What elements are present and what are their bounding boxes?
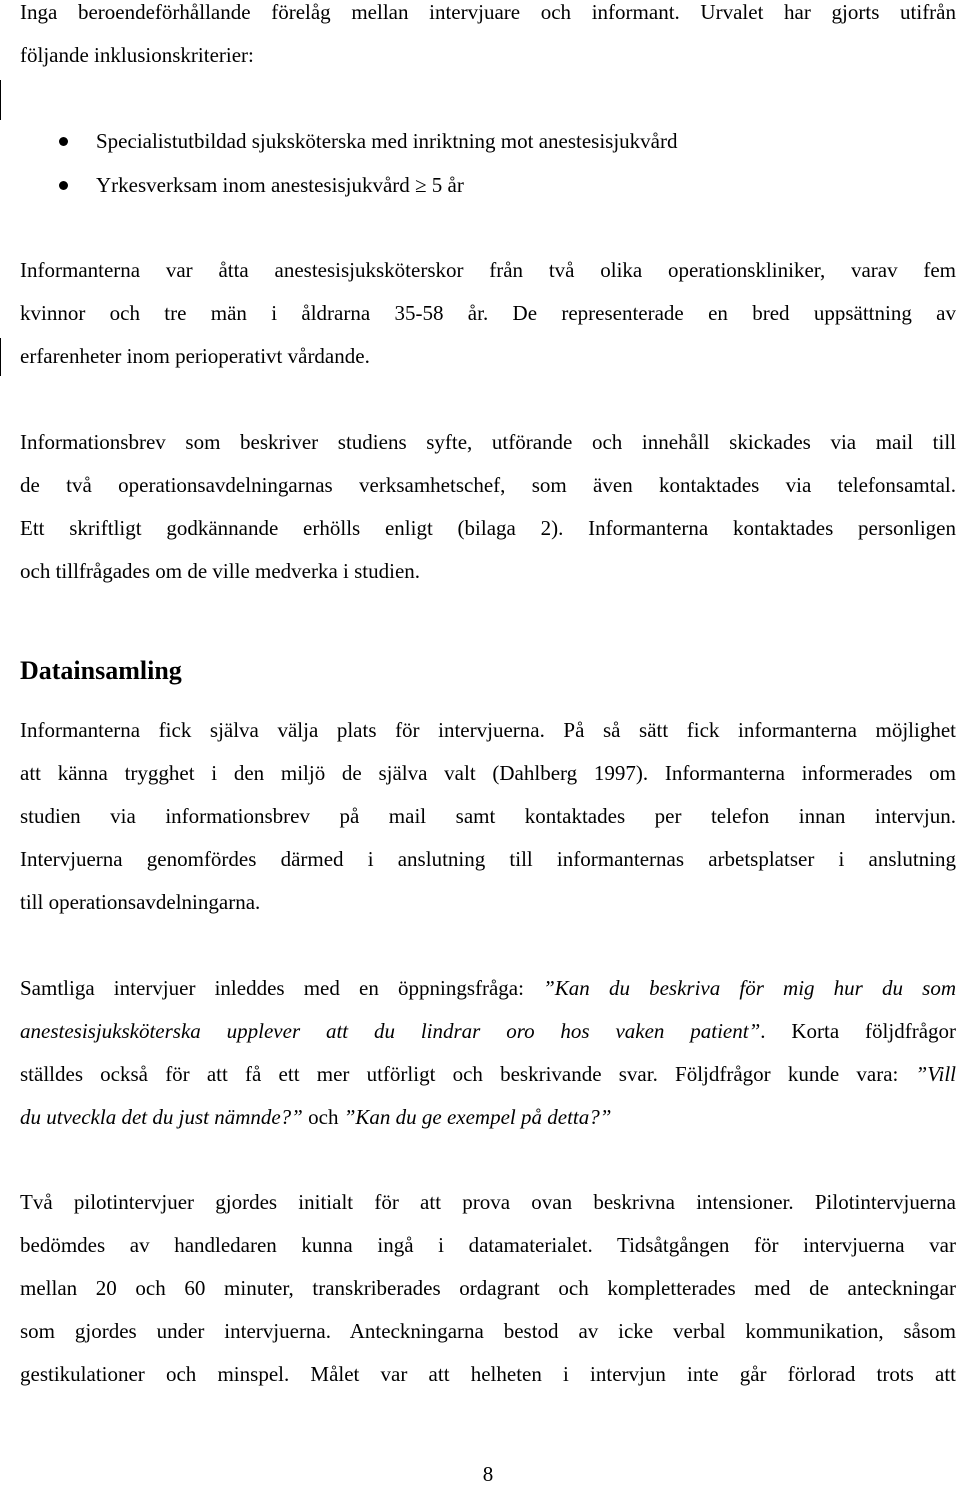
italic-question-text: ”Kan du ge exempel på detta?” [343,1105,612,1129]
paragraph-line: kvinnor och tre män i åldrarna 35-58 år. De representerade en bred uppsättning av [20,301,956,325]
paragraph-line: bedömdes av handledaren kunna ingå i datamaterialet. Tidsåtgången för intervjuerna var [20,1233,956,1257]
italic-question-text: du utveckla det du just nämnde?” [20,1105,303,1129]
italic-question-text: ”Kan du beskriva för mig hur du som [543,976,956,1000]
page-number: 8 [482,1462,494,1486]
bullet-text: Specialistutbildad sjuksköterska med inriktning mot anestesisjukvård [96,129,678,153]
bullet-icon [59,137,68,146]
text-span: ställdes också för att få ett mer utförligt och beskrivande svar. Följdfrågor kunde vara: [20,1062,916,1086]
paragraph-line: Informationsbrev som beskriver studiens syfte, utförande och innehåll skickades via mail till [20,430,956,454]
paragraph-line: Ett skriftligt godkännande erhölls enligt (bilaga 2). Informanterna kontaktades personligen [20,516,956,540]
italic-question-text: ”Vill [915,1062,956,1086]
paragraph-line: Informanterna fick själva välja plats för intervjuerna. På så sätt fick informanterna möjlighet [20,718,956,742]
document-page [20,0,956,1484]
revision-change-bar [0,338,1,376]
bullet-icon [59,181,68,190]
paragraph-line [20,976,956,1000]
paragraph-line: mellan 20 och 60 minuter, transkriberades ordagrant och kompletterades med de anteckningar [20,1276,956,1300]
paragraph-line: erfarenheter inom perioperativt vårdande. [20,344,370,368]
paragraph-line: som gjordes under intervjuerna. Anteckningarna bestod av icke verbal kommunikation, såsom [20,1319,956,1343]
text-span: . Korta följdfrågor [760,1019,957,1043]
paragraph-line: Två pilotintervjuer gjordes initialt för att prova ovan beskrivna intensioner. Pilotintervjuerna [20,1190,956,1214]
paragraph-line: de två operationsavdelningarnas verksamhetschef, som även kontaktades via telefonsamtal. [20,473,956,497]
paragraph-line [20,1062,956,1086]
text-span: och [302,1105,344,1129]
paragraph-line: följande inklusionskriterier: [20,43,254,67]
paragraph-line [20,1105,611,1129]
section-heading: Datainsamling [20,656,182,685]
paragraph-line: studien via informationsbrev på mail samt kontaktades per telefon innan intervjun. [20,804,956,828]
paragraph-line: Intervjuerna genomfördes därmed i anslutning till informanternas arbetsplatser i anslutning [20,847,956,871]
paragraph-line: till operationsavdelningarna. [20,890,261,914]
paragraph-line [20,1019,956,1043]
paragraph-line: Inga beroendeförhållande förelåg mellan intervjuare och informant. Urvalet har gjorts utifrån [20,0,956,24]
paragraph-line: gestikulationer och minspel. Målet var att helheten i intervjun inte går förlorad trots att [20,1362,956,1386]
paragraph-line: att känna trygghet i den miljö de själva valt (Dahlberg 1997). Informanterna informerades om [20,761,956,785]
paragraph-line: och tillfrågades om de ville medverka i studien. [20,559,421,583]
revision-change-bar [0,80,1,120]
paragraph-line: Informanterna var åtta anestesisjuksköterskor från två olika operationskliniker, varav fem [20,258,956,282]
bullet-text: Yrkesverksam inom anestesisjukvård ≥ 5 år [96,173,464,197]
text-span: Samtliga intervjuer inleddes med en öppningsfråga: [20,976,544,1000]
italic-question-text: anestesisjuksköterska upplever att du lindrar oro hos vaken patient” [20,1019,761,1043]
